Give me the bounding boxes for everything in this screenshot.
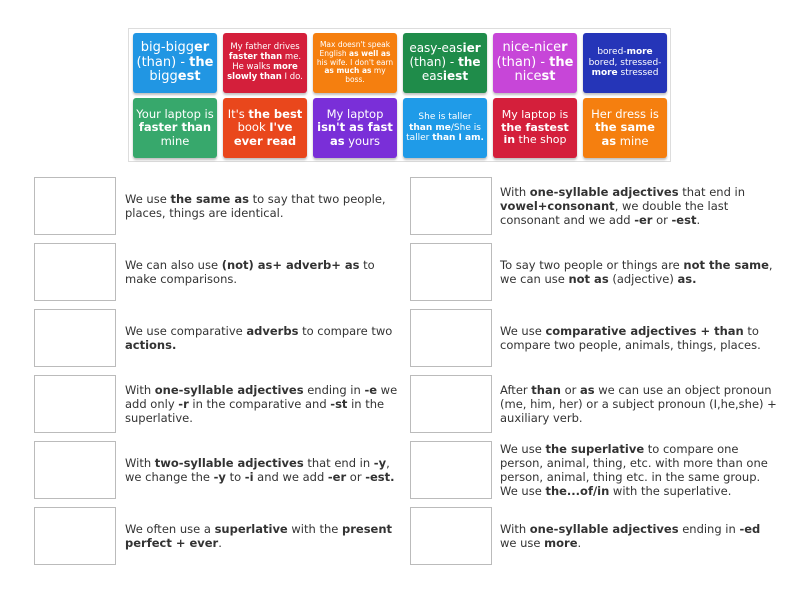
rule-description bbox=[125, 522, 405, 550]
drop-slot[interactable] bbox=[410, 309, 492, 367]
text-segment: -er bbox=[327, 470, 347, 484]
rule-description bbox=[500, 324, 780, 352]
text-segment: bigg bbox=[149, 69, 178, 85]
text-segment: the superlative bbox=[545, 442, 645, 456]
text-segment: We can also use bbox=[125, 258, 222, 272]
text-segment: (than) - bbox=[136, 54, 190, 70]
answer-tile[interactable] bbox=[583, 98, 667, 158]
text-segment: . bbox=[696, 213, 701, 227]
text-segment: bored- bbox=[597, 47, 627, 58]
text-segment: comparative adjectives + than bbox=[545, 324, 744, 338]
text-segment: She is taller bbox=[418, 112, 472, 123]
text-segment: -st bbox=[330, 397, 348, 411]
text-segment: vowel+consonant bbox=[500, 199, 615, 213]
drop-slot[interactable] bbox=[410, 243, 492, 301]
text-segment: nice-nice bbox=[502, 39, 562, 55]
text-segment: er bbox=[193, 39, 210, 55]
rule-description bbox=[125, 456, 405, 484]
text-segment: Max doesn't speak English bbox=[319, 40, 391, 59]
text-segment: My laptop is bbox=[501, 108, 569, 122]
text-segment: as bbox=[580, 383, 595, 397]
text-segment: my boss. bbox=[345, 66, 386, 84]
answer-tile[interactable] bbox=[493, 98, 577, 158]
text-segment: easy-eas bbox=[409, 41, 463, 56]
text-segment: the bbox=[458, 55, 481, 70]
text-segment: that end in bbox=[303, 456, 374, 470]
text-segment: more bbox=[591, 68, 618, 79]
text-segment: in the superlative. bbox=[125, 397, 385, 425]
text-segment: one-syllable adjectives bbox=[529, 522, 679, 536]
text-segment: the...of/in bbox=[545, 484, 610, 498]
text-segment: With bbox=[500, 185, 530, 199]
text-segment: more bbox=[544, 536, 578, 550]
text-segment: (adjective) bbox=[608, 272, 678, 286]
text-segment: his wife. I don't earn bbox=[316, 57, 394, 67]
text-segment: one-syllable adjectives bbox=[154, 383, 304, 397]
text-segment: to compare one person, animal, thing, etc. with more than one person, animal, thing etc. in the same group. We use bbox=[500, 442, 768, 498]
text-segment: bored, stressed- bbox=[588, 57, 662, 68]
text-segment: I do. bbox=[281, 71, 303, 82]
text-segment: ending in bbox=[678, 522, 740, 536]
text-segment: faster than bbox=[228, 52, 283, 63]
text-segment: in the comparative and bbox=[188, 397, 331, 411]
text-segment: -est bbox=[671, 213, 697, 227]
text-segment: , we can use bbox=[500, 258, 773, 286]
text-segment: or bbox=[652, 213, 672, 227]
tile-text bbox=[316, 108, 394, 148]
text-segment: r bbox=[561, 39, 568, 55]
text-segment: with the bbox=[287, 522, 342, 536]
text-segment: adverbs bbox=[246, 324, 299, 338]
text-segment: we add only bbox=[125, 383, 398, 411]
text-segment: -y bbox=[373, 456, 387, 470]
text-segment: Your laptop is bbox=[136, 107, 214, 122]
text-segment: With bbox=[500, 522, 530, 536]
tile-text bbox=[226, 108, 304, 148]
text-segment: -r bbox=[178, 397, 189, 411]
text-segment: to make comparisons. bbox=[125, 258, 375, 286]
text-segment: the best bbox=[248, 107, 303, 122]
tile-text bbox=[496, 41, 574, 86]
rule-description bbox=[500, 442, 780, 498]
text-segment: or bbox=[346, 470, 366, 484]
answer-tile[interactable] bbox=[583, 33, 667, 93]
text-segment: -est. bbox=[365, 470, 395, 484]
text-segment: than I am. bbox=[432, 133, 484, 144]
answer-tile[interactable] bbox=[133, 33, 217, 93]
text-segment: to compare two bbox=[298, 324, 393, 338]
rule-description bbox=[500, 185, 780, 227]
tile-text bbox=[226, 43, 304, 82]
answer-tiles-tray bbox=[128, 28, 671, 162]
text-segment: , we double the last consonant and we add bbox=[500, 199, 729, 227]
drop-slot[interactable] bbox=[34, 177, 116, 235]
text-segment: superlative bbox=[214, 522, 288, 536]
text-segment: mine bbox=[616, 133, 649, 148]
text-segment: as much as bbox=[324, 66, 372, 76]
text-segment: . bbox=[218, 536, 222, 550]
tile-text bbox=[586, 47, 664, 78]
text-segment: actions. bbox=[125, 338, 177, 352]
text-segment: With bbox=[125, 383, 155, 397]
text-segment: we can use an object pronoun (me, him, her) or a subject pronoun (I,he,she) + auxiliary verb. bbox=[500, 383, 777, 425]
rule-description bbox=[500, 383, 780, 425]
text-segment: more bbox=[626, 47, 653, 58]
text-segment: stressed bbox=[617, 68, 659, 79]
text-segment: not the same bbox=[683, 258, 769, 272]
text-segment: We use bbox=[125, 192, 171, 206]
drop-slot[interactable] bbox=[410, 177, 492, 235]
text-segment: -e bbox=[364, 383, 378, 397]
text-segment: the shop bbox=[515, 133, 567, 147]
text-segment: My laptop bbox=[326, 107, 384, 122]
text-segment: My father drives bbox=[230, 42, 300, 53]
drop-slot[interactable] bbox=[410, 375, 492, 433]
text-segment: We often use a bbox=[125, 522, 215, 536]
text-segment: that end in bbox=[678, 185, 746, 199]
text-segment: We use comparative bbox=[125, 324, 247, 338]
text-segment: Her dress is bbox=[591, 107, 659, 122]
text-segment: It's bbox=[227, 107, 249, 122]
text-segment: We use bbox=[500, 324, 546, 338]
text-segment: the fastest in bbox=[501, 120, 569, 147]
answer-tile[interactable] bbox=[493, 33, 577, 93]
text-segment: or bbox=[560, 383, 580, 397]
text-segment: and we add bbox=[253, 470, 328, 484]
text-segment: the same as bbox=[170, 192, 249, 206]
text-segment: . bbox=[577, 536, 582, 550]
text-segment: one-syllable adjectives bbox=[529, 185, 679, 199]
text-segment: est bbox=[177, 69, 201, 85]
answer-tile[interactable] bbox=[403, 98, 487, 158]
tile-text bbox=[406, 112, 484, 143]
text-segment: we use bbox=[500, 536, 545, 550]
text-segment: eas bbox=[421, 68, 443, 83]
tile-text bbox=[496, 109, 574, 147]
text-segment: more slowly bbox=[227, 62, 298, 82]
text-segment: the bbox=[549, 54, 574, 70]
text-segment: We use bbox=[500, 442, 546, 456]
text-segment: me. He walks bbox=[232, 52, 302, 72]
text-segment: as. bbox=[677, 272, 697, 286]
drop-slot[interactable] bbox=[410, 507, 492, 565]
tile-text bbox=[136, 108, 214, 148]
text-segment: the bbox=[189, 54, 214, 70]
text-segment: with the superlative. bbox=[609, 484, 732, 498]
text-segment: ending in bbox=[303, 383, 365, 397]
text-segment: isn't as fast as bbox=[317, 120, 393, 148]
rule-description bbox=[125, 258, 405, 286]
text-segment: mine bbox=[160, 133, 190, 148]
drop-slot[interactable] bbox=[34, 375, 116, 433]
tile-text bbox=[586, 108, 664, 148]
text-segment: two-syllable adjectives bbox=[154, 456, 304, 470]
answer-tile[interactable] bbox=[313, 33, 397, 93]
text-segment: (than) - bbox=[496, 54, 550, 70]
rule-description bbox=[125, 383, 405, 425]
text-segment: (not) as+ adverb+ as bbox=[221, 258, 360, 272]
text-segment: the same as bbox=[595, 120, 655, 148]
tile-text bbox=[406, 42, 484, 83]
text-segment: than bbox=[259, 71, 282, 82]
text-segment: ier bbox=[462, 41, 481, 56]
text-segment: to compare two people, animals, things, places. bbox=[500, 324, 761, 352]
text-segment: to bbox=[225, 470, 245, 484]
answer-tile[interactable] bbox=[223, 33, 307, 93]
text-segment: nice bbox=[514, 69, 542, 85]
answer-tile[interactable] bbox=[223, 98, 307, 158]
text-segment: -i bbox=[244, 470, 254, 484]
answer-tile[interactable] bbox=[313, 98, 397, 158]
drop-slot[interactable] bbox=[34, 243, 116, 301]
text-segment: than bbox=[531, 383, 561, 397]
answer-tile[interactable] bbox=[133, 98, 217, 158]
tile-text bbox=[136, 41, 214, 86]
text-segment: -y bbox=[213, 470, 226, 484]
text-segment: , we change the bbox=[125, 456, 390, 484]
tile-text bbox=[316, 41, 394, 84]
text-segment: -ed bbox=[739, 522, 761, 536]
drop-slot[interactable] bbox=[34, 441, 116, 499]
text-segment: to say that two people, places, things are identical. bbox=[125, 192, 386, 220]
text-segment: -er bbox=[634, 213, 653, 227]
text-segment: With bbox=[125, 456, 155, 470]
text-segment: faster than bbox=[138, 120, 212, 135]
text-segment: book bbox=[237, 120, 270, 135]
text-segment: as well as bbox=[349, 49, 391, 59]
rule-description bbox=[125, 192, 405, 220]
drop-slot[interactable] bbox=[410, 441, 492, 499]
drop-slot[interactable] bbox=[34, 309, 116, 367]
text-segment: yours bbox=[344, 133, 381, 148]
text-segment: st bbox=[541, 69, 556, 85]
text-segment: iest bbox=[442, 68, 469, 83]
text-segment: (than) - bbox=[409, 55, 459, 70]
text-segment: not as bbox=[568, 272, 609, 286]
text-segment: big-bigg bbox=[140, 39, 194, 55]
text-segment: /She is taller bbox=[406, 122, 481, 144]
text-segment: After bbox=[500, 383, 532, 397]
text-segment: I've ever read bbox=[233, 120, 297, 148]
rule-description bbox=[500, 258, 780, 286]
answer-tile[interactable] bbox=[403, 33, 487, 93]
text-segment: To say two people or things are bbox=[500, 258, 684, 272]
rule-description bbox=[125, 324, 405, 352]
rule-description bbox=[500, 522, 780, 550]
text-segment: than me bbox=[409, 122, 451, 133]
text-segment: present perfect + ever bbox=[125, 522, 393, 550]
drop-slot[interactable] bbox=[34, 507, 116, 565]
